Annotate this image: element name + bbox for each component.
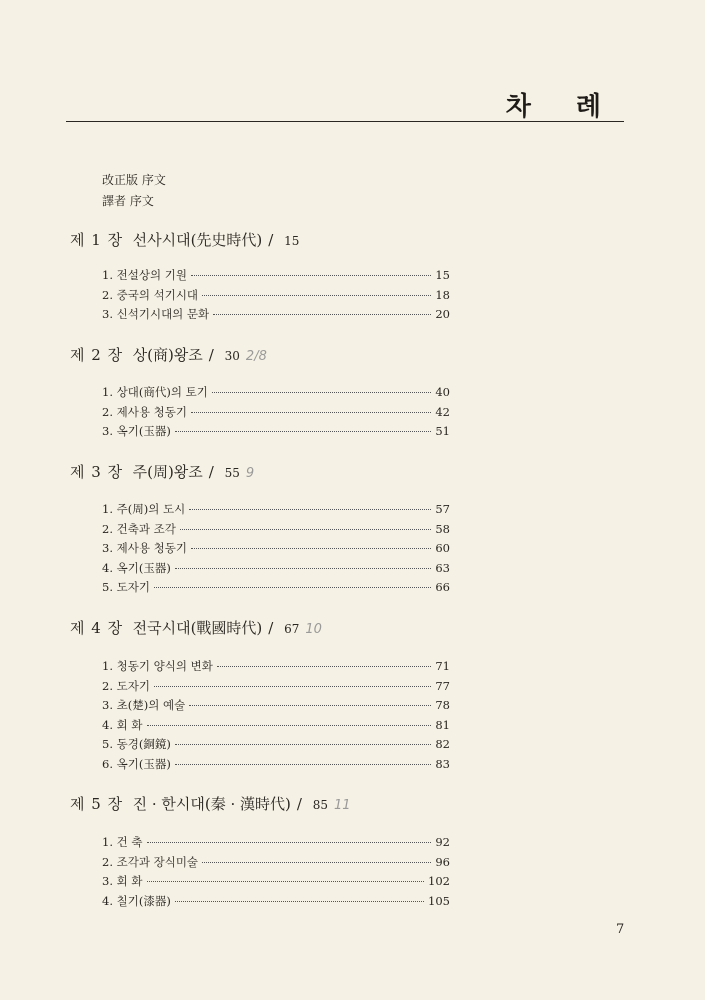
toc-entry-page: 42 [435,404,450,419]
toc-entry-page: 96 [435,854,450,869]
leader-dots [180,529,432,530]
chapter-number: 제 4 장 [70,619,124,637]
toc-entry [102,736,450,756]
toc-entry [102,267,450,287]
chapter-number: 제 3 장 [70,463,124,481]
chapter-page: 67 [284,622,300,636]
toc-entry [102,404,450,424]
chapter-number: 제 5 장 [70,795,124,813]
chapter-number: 제 2 장 [70,346,124,364]
toc-entry-label: 1. 건 축 [102,835,143,849]
toc-entry-page: 20 [435,307,450,322]
toc-entry-page: 78 [435,698,450,713]
toc-entry-page: 51 [435,424,450,439]
leader-dots [217,666,432,667]
chapter-1-items [102,267,450,326]
toc-entry-label: 1. 주(周)의 도시 [102,502,186,516]
toc-entry [102,873,450,893]
chapter-3-items [102,501,450,599]
chapter-page: 15 [284,234,300,248]
chapter-number: 제 1 장 [70,231,124,249]
leader-dots [189,705,431,706]
chapter-title: 전국시대(戰國時代) [132,619,263,637]
toc-entry-page: 92 [435,835,450,849]
toc-entry-page: 66 [435,580,450,595]
chapter-page: 30 [224,349,240,363]
toc-entry-label: 3. 신석기시대의 문화 [102,307,210,322]
toc-entry-page: 83 [435,756,450,771]
toc-entry [102,756,450,776]
chapter-title: 상(商)왕조 [132,346,203,364]
toc-entry [102,423,450,443]
toc-entry-label: 5. 동경(銅鏡) [102,737,171,752]
chapter-3-heading: 제 3 장 주(周)왕조 / 55 9 [70,463,255,481]
toc-entry-page: 63 [435,560,450,575]
toc-entry [102,658,450,678]
toc-entry-page: 82 [435,737,450,752]
toc-entry-label: 6. 옥기(玉器) [102,756,171,771]
toc-entry [102,717,450,737]
preface-list [102,170,166,212]
toc-entry-label: 1. 전설상의 기원 [102,268,187,282]
toc-entry-label: 4. 칠기(漆器) [102,893,171,908]
chapter-5-items [102,834,450,912]
toc-entry-label: 3. 옥기(玉器) [102,424,171,439]
toc-entry-page: 58 [435,521,450,536]
toc-entry-page: 102 [428,874,450,889]
toc-entry [102,306,450,326]
toc-entry-page: 60 [435,541,450,556]
toc-entry [102,697,450,717]
toc-entry [102,287,450,307]
toc-entry-label: 5. 도자기 [102,580,150,595]
chapter-page: 55 [224,466,240,480]
chapter-4-items [102,658,450,776]
toc-entry-label: 4. 옥기(玉器) [102,560,171,575]
leader-dots [202,862,431,863]
toc-entry-page: 15 [435,268,450,282]
toc-entry-page: 18 [435,287,450,302]
toc-entry [102,678,450,698]
leader-dots [147,725,432,726]
leader-dots [154,686,431,687]
chapter-title: 진 · 한시대(秦 · 漢時代) [132,795,291,813]
chapter-title: 주(周)왕조 [132,463,203,481]
leader-dots [191,275,431,276]
leader-dots [175,568,432,569]
leader-dots [175,431,432,432]
toc-entry-label: 2. 도자기 [102,678,150,693]
toc-entry-page: 40 [435,385,450,399]
preface-entry: 譯者 序文 [102,194,154,208]
toc-entry-page: 71 [435,659,450,673]
toc-entry [102,893,450,913]
toc-entry [102,560,450,580]
chapter-2-items [102,384,450,443]
chapter-4-heading: 제 4 장 전국시대(戰國時代) / 67 10 [70,619,322,637]
chapter-2-heading: 제 2 장 상(商)왕조 / 30 2/8 [70,346,267,364]
leader-dots [213,314,431,315]
page-number: 7 [616,922,625,937]
leader-dots [189,509,431,510]
toc-entry-page: 105 [428,893,450,908]
toc-entry [102,521,450,541]
toc-entry-page: 81 [435,717,450,732]
toc-entry-label: 3. 초(楚)의 예술 [102,698,186,713]
leader-dots [212,392,432,393]
leader-dots [147,842,432,843]
handwritten-note: 2/8 [245,349,267,364]
toc-entry [102,384,450,404]
toc-entry-label: 2. 제사용 청동기 [102,404,187,419]
toc-entry-label: 2. 조각과 장식미술 [102,854,199,869]
toc-entry-label: 3. 회 화 [102,874,143,889]
handwritten-note: 11 [334,798,351,813]
toc-entry-label: 2. 건축과 조각 [102,521,176,536]
toc-entry-page: 77 [435,678,450,693]
toc-entry [102,540,450,560]
leader-dots [175,744,432,745]
toc-entry [102,854,450,874]
toc-entry-label: 1. 청동기 양식의 변화 [102,659,213,673]
leader-dots [191,412,431,413]
toc-entry-label: 4. 회 화 [102,717,143,732]
title-rule [66,121,624,122]
toc-entry [102,501,450,521]
leader-dots [191,548,431,549]
toc-entry-label: 3. 제사용 청동기 [102,541,187,556]
chapter-page: 85 [312,798,329,812]
handwritten-note: 10 [305,622,322,637]
toc-entry-label: 1. 상대(商代)의 토기 [102,385,208,399]
leader-dots [154,587,431,588]
page-title: 차 례 [505,92,619,122]
toc-entry-page: 57 [435,502,450,516]
toc-entry [102,834,450,854]
handwritten-note: 9 [245,466,255,481]
chapter-5-heading: 제 5 장 진 · 한시대(秦 · 漢時代) / 85 11 [70,795,351,813]
preface-entry: 改正版 序文 [102,173,166,187]
leader-dots [175,901,424,902]
chapter-1-heading: 제 1 장 선사시대(先史時代) / 15 [70,231,300,249]
chapter-title: 선사시대(先史時代) [132,231,263,249]
toc-entry [102,579,450,599]
leader-dots [175,764,432,765]
toc-entry-label: 2. 중국의 석기시대 [102,287,199,302]
leader-dots [147,881,425,882]
leader-dots [202,295,431,296]
